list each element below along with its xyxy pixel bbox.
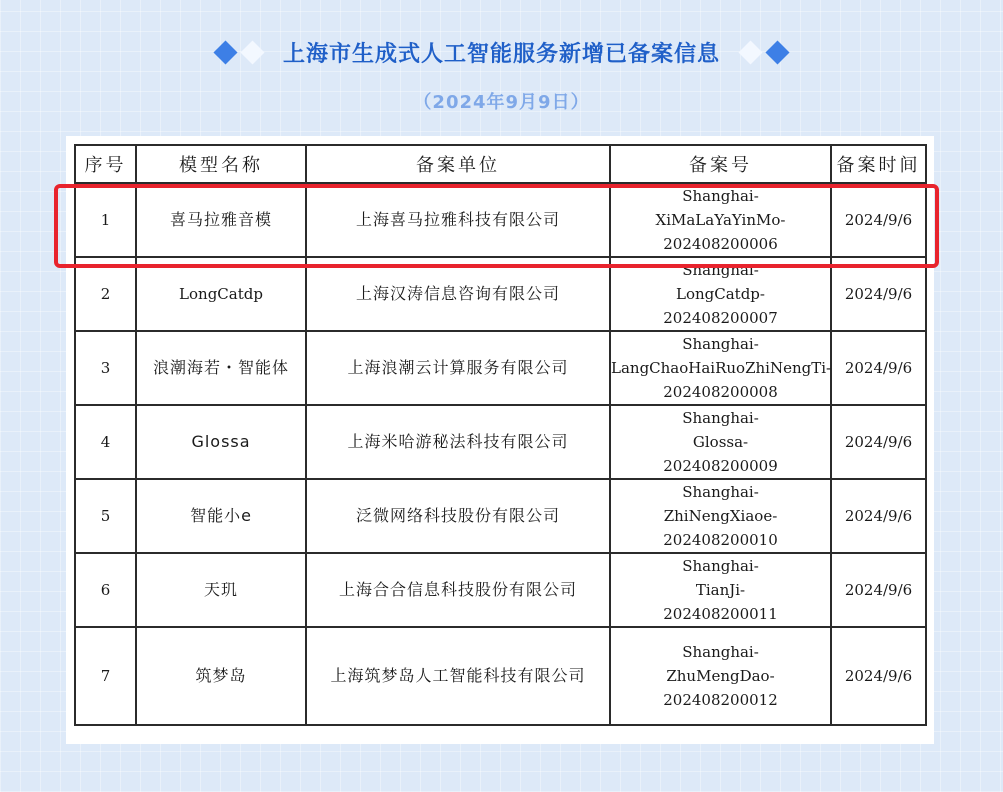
- column-header-code: 备案号: [610, 145, 831, 183]
- cell-org: 上海喜马拉雅科技有限公司: [306, 183, 610, 257]
- cell-date: 2024/9/6: [831, 627, 926, 725]
- cell-no: 3: [75, 331, 136, 405]
- cell-date: 2024/9/6: [831, 257, 926, 331]
- code-line: ZhiNengXiaoe-: [663, 507, 778, 525]
- table-header-row: [75, 145, 926, 183]
- cell-no: 4: [75, 405, 136, 479]
- cell-date: 2024/9/6: [831, 553, 926, 627]
- cell-model: Glossa: [136, 405, 306, 479]
- column-header-no: 序号: [75, 145, 136, 183]
- code-line: 202408200011: [663, 605, 778, 623]
- code-line: 202408200009: [663, 457, 778, 475]
- cell-model: 浪潮海若・智能体: [136, 331, 306, 405]
- cell-no: 5: [75, 479, 136, 553]
- column-header-org: 备案单位: [306, 145, 610, 183]
- column-header-model: 模型名称: [136, 145, 306, 183]
- cell-code: [610, 627, 831, 725]
- code-line: Shanghai-: [682, 409, 759, 427]
- code-line: Shanghai-: [682, 261, 759, 279]
- left-diamond-decoration: [217, 44, 261, 61]
- cell-model: 筑梦岛: [136, 627, 306, 725]
- code-line: XiMaLaYaYinMo-: [655, 211, 786, 229]
- cell-model: 智能小e: [136, 479, 306, 553]
- table-row: [75, 405, 926, 479]
- cell-date: 2024/9/6: [831, 405, 926, 479]
- code-line: 202408200010: [663, 531, 778, 549]
- diamond-icon: [240, 40, 264, 64]
- diamond-icon: [738, 40, 762, 64]
- code-line: ZhuMengDao-: [666, 667, 775, 685]
- diamond-icon: [765, 40, 789, 64]
- filing-table-panel: [66, 136, 934, 744]
- code-line: Shanghai-: [682, 335, 759, 353]
- code-line: Shanghai-: [682, 557, 759, 575]
- cell-code: [610, 331, 831, 405]
- code-line: Shanghai-: [682, 643, 759, 661]
- table-row: [75, 257, 926, 331]
- cell-code: [610, 405, 831, 479]
- cell-date: 2024/9/6: [831, 479, 926, 553]
- diamond-icon: [213, 40, 237, 64]
- code-line: 202408200006: [663, 235, 778, 253]
- cell-no: 2: [75, 257, 136, 331]
- filing-table: [74, 144, 927, 726]
- code-line: Shanghai-: [682, 483, 759, 501]
- cell-no: 1: [75, 183, 136, 257]
- cell-org: 上海米哈游秘法科技有限公司: [306, 405, 610, 479]
- cell-date: 2024/9/6: [831, 331, 926, 405]
- cell-date: 2024/9/6: [831, 183, 926, 257]
- publication-date: （2024年9月9日）: [413, 92, 590, 113]
- cell-model: 天玑: [136, 553, 306, 627]
- table-row: [75, 183, 926, 257]
- cell-code: [610, 183, 831, 257]
- cell-model: 喜马拉雅音模: [136, 183, 306, 257]
- cell-no: 6: [75, 553, 136, 627]
- column-header-date: 备案时间: [831, 145, 926, 183]
- code-line: LongCatdp-: [676, 285, 765, 303]
- table-row: [75, 331, 926, 405]
- code-line: 202408200008: [663, 383, 778, 401]
- cell-org: 泛微网络科技股份有限公司: [306, 479, 610, 553]
- code-line: Glossa-: [692, 433, 749, 451]
- cell-model: LongCatdp: [136, 257, 306, 331]
- code-line: Shanghai-: [682, 187, 759, 205]
- page-header: [0, 30, 1003, 74]
- cell-code: [610, 257, 831, 331]
- cell-org: 上海汉涛信息咨询有限公司: [306, 257, 610, 331]
- code-line: TianJi-: [695, 581, 746, 599]
- table-row: [75, 553, 926, 627]
- table-row: [75, 479, 926, 553]
- cell-no: 7: [75, 627, 136, 725]
- cell-code: [610, 479, 831, 553]
- table-row: [75, 627, 926, 725]
- right-diamond-decoration: [742, 44, 786, 61]
- code-line: 202408200012: [663, 691, 778, 709]
- cell-code: [610, 553, 831, 627]
- code-line: 202408200007: [663, 309, 778, 327]
- cell-org: 上海筑梦岛人工智能科技有限公司: [306, 627, 610, 725]
- cell-org: 上海浪潮云计算服务有限公司: [306, 331, 610, 405]
- code-line: LangChaoHaiRuoZhiNengTi-: [611, 359, 832, 377]
- cell-org: 上海合合信息科技股份有限公司: [306, 553, 610, 627]
- page-title: 上海市生成式人工智能服务新增已备案信息: [282, 41, 720, 67]
